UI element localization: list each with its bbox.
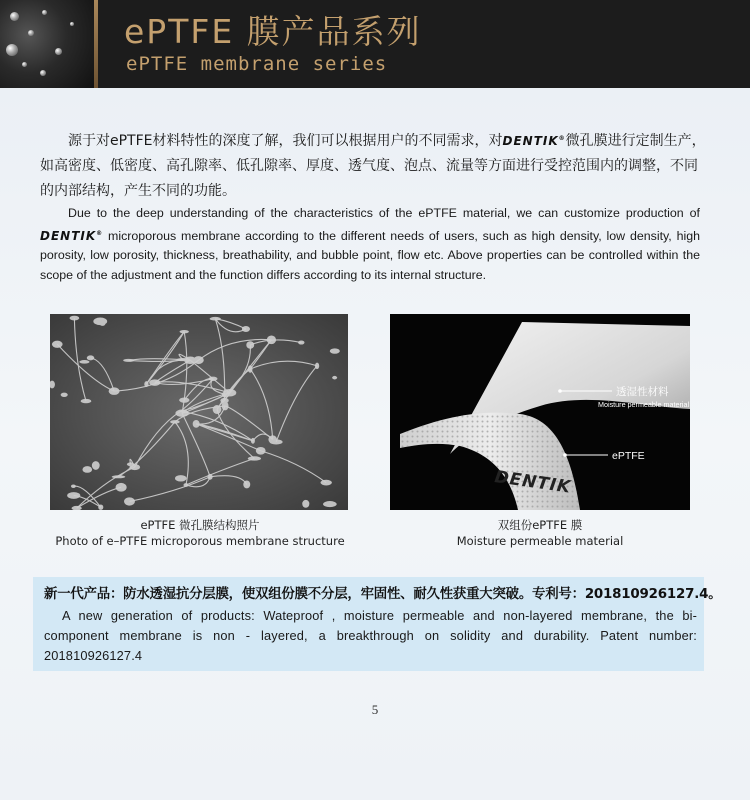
- intro-en-text-1: Due to the deep understanding of the characteristics of the ePTFE material, we can customize production of: [68, 206, 700, 220]
- caption-left-en: Photo of e–PTFE microporous membrane structure: [55, 534, 345, 548]
- header-banner: [0, 0, 750, 88]
- caption-left-cn: ePTFE 微孔膜结构照片: [140, 518, 260, 532]
- highlight-text-en: A new generation of products: Wateproof , moisture permeable and non-layered membrane, the bi-component membrane is non - layered, a breakthrough on solidity and durability. Patent number: 201810926127.4: [44, 608, 697, 663]
- intro-en-text-2: microporous membrane according to the different needs of users, such as high density, low density, high porosity, low porosity, thickness, breathability, and bubble point, flow etc. Above properties can be controlled within the scope of the adjustment and the function differs according to its internal structure.: [40, 228, 701, 282]
- membrane-illustration: [390, 314, 690, 510]
- water-droplets-image: [0, 0, 94, 88]
- membrane-brand-logo: DENTIK: [493, 467, 573, 498]
- page-title: ePTFE 膜产品系列: [124, 12, 422, 51]
- banner-divider: [94, 0, 98, 88]
- bi-component-membrane-photo: [390, 314, 690, 510]
- page-subtitle: ePTFE membrane series: [126, 53, 388, 75]
- fiber-network-image: [50, 314, 348, 510]
- microporous-structure-photo: [50, 314, 348, 510]
- label-eptfe: ePTFE: [612, 450, 645, 462]
- intro-paragraph-cn: [40, 126, 710, 204]
- intro-cn-text-2: 微孔膜进行定制生产，如高密度、低密度、高孔隙率、低孔隙率、厚度、透气度、泡点、流量等方面进行受控范围内的调整，不同的内部结构，产生不同的功能。: [40, 133, 706, 199]
- caption-left: [35, 517, 365, 549]
- new-product-highlight-box: [33, 577, 722, 671]
- label-moisture-material-cn: 透湿性材料: [616, 386, 669, 398]
- intro-cn-text-1: 源于对ePTFE材料特性的深度了解，我们可以根据用户的不同需求，对: [68, 133, 503, 149]
- highlight-text-cn: 新一代产品：防水透湿抗分层膜，使双组份膜不分层，牢固性、耐久性获重大突破。专利号：201810926127.4。: [44, 587, 722, 602]
- brand-logo: DENTIK®: [502, 134, 566, 148]
- brand-logo: DENTIK®: [40, 228, 104, 243]
- caption-right-en: Moisture permeable material: [456, 534, 624, 548]
- intro-paragraph-en: [40, 204, 700, 285]
- page-number: 5: [371, 702, 379, 717]
- caption-right: [385, 517, 695, 549]
- caption-right-cn: 双组份ePTFE 膜: [497, 518, 583, 532]
- label-moisture-material-en: Moisture permeable material: [598, 400, 690, 409]
